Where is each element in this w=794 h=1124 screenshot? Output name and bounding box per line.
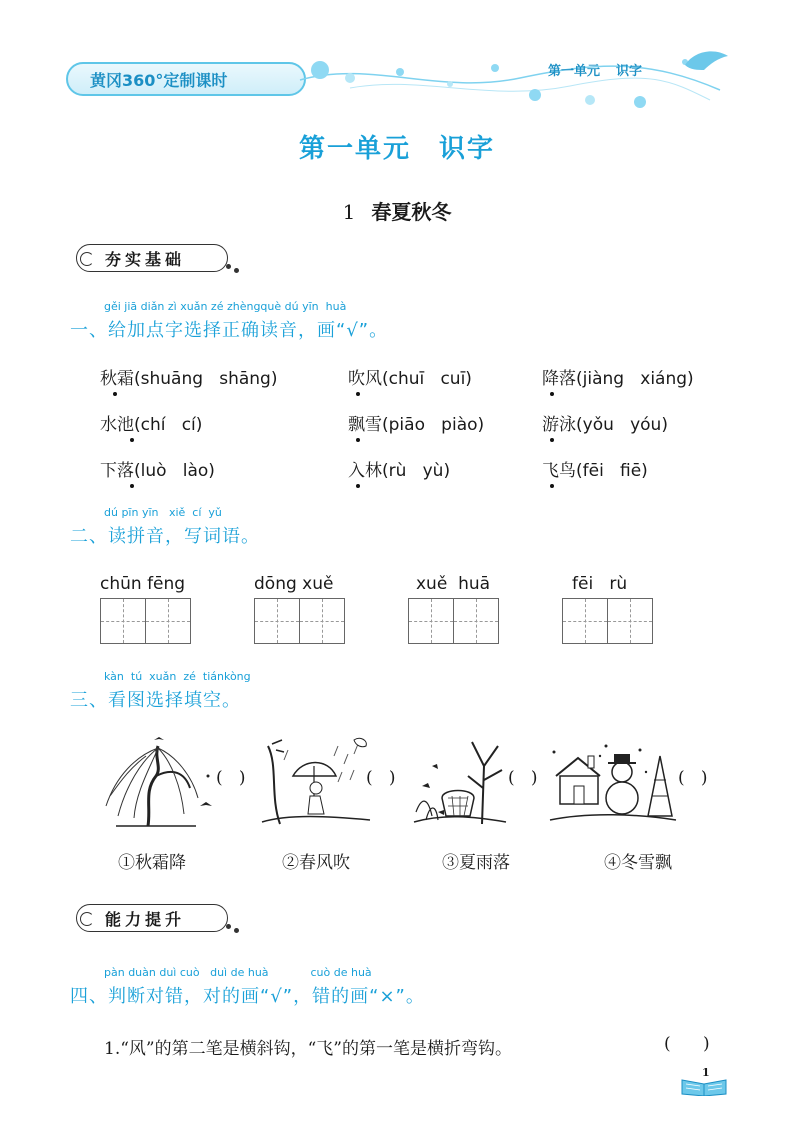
q1-item-options: (shuāng shāng) bbox=[134, 369, 278, 389]
q1-title: 一、给加点字选择正确读音，画“√”。 bbox=[70, 320, 389, 341]
section-badge-label: 能力提升 bbox=[76, 904, 228, 932]
badge-curl-icon bbox=[80, 912, 94, 926]
q2-word bbox=[100, 574, 190, 644]
writing-grid bbox=[100, 598, 190, 644]
writing-cell[interactable] bbox=[408, 598, 454, 644]
writing-cell[interactable] bbox=[145, 598, 191, 644]
q1-item-word: 游泳 bbox=[542, 415, 576, 435]
emphasis-dot bbox=[550, 484, 554, 488]
q2-word bbox=[408, 574, 498, 644]
willow-swallow-illustration bbox=[96, 736, 214, 828]
section-badge-ability bbox=[76, 904, 236, 934]
badge-dot-icon bbox=[226, 264, 231, 269]
q1-item-options: (fēi fiē) bbox=[576, 461, 648, 481]
lesson-title bbox=[0, 196, 794, 225]
q3-blank[interactable]: ( ) bbox=[678, 768, 708, 788]
badge-dot-icon bbox=[226, 924, 231, 929]
header-topic: 识字 bbox=[616, 64, 643, 79]
q1-item-word: 降落 bbox=[542, 369, 576, 389]
q1-item bbox=[100, 456, 215, 481]
q1-item bbox=[348, 364, 472, 389]
q1-item-word: 吹风 bbox=[348, 369, 382, 389]
q2-word bbox=[562, 574, 652, 644]
q2-pinyin: dú pīn yīn xiě cí yǔ bbox=[104, 506, 222, 519]
q1-item-word: 下落 bbox=[100, 461, 134, 481]
q1-item-word: 飞鸟 bbox=[542, 461, 576, 481]
snowman-house-illustration bbox=[548, 736, 678, 828]
q4-pinyin: pàn duàn duì cuò duì de huà cuò de huà bbox=[104, 966, 372, 979]
emphasis-dot bbox=[130, 438, 134, 442]
writing-cell[interactable] bbox=[607, 598, 653, 644]
q1-item bbox=[542, 410, 668, 435]
writing-grid bbox=[562, 598, 652, 644]
q1-item-options: (yǒu yóu) bbox=[576, 415, 668, 435]
q4-title: 四、判断对错，对的画“√”，错的画“×”。 bbox=[70, 986, 425, 1007]
q2-word bbox=[254, 574, 344, 644]
q1-item-options: (jiàng xiáng) bbox=[576, 369, 694, 389]
section-badge-basics bbox=[76, 244, 236, 274]
q3-option: ①秋霜降 bbox=[118, 853, 186, 873]
header-unit-name: 第一单元 bbox=[548, 64, 601, 79]
q2-word-pinyin: fēi rù bbox=[572, 574, 628, 594]
q1-item-word: 水池 bbox=[100, 415, 134, 435]
q3-option: ③夏雨落 bbox=[442, 853, 510, 873]
q1-item bbox=[542, 456, 648, 481]
q1-item bbox=[542, 364, 694, 389]
writing-grid bbox=[408, 598, 498, 644]
q2-word-pinyin: dōng xuě bbox=[254, 574, 334, 594]
q1-item bbox=[348, 410, 484, 435]
badge-dot-icon bbox=[234, 268, 239, 273]
q1-item-options: (chuī cuī) bbox=[382, 369, 472, 389]
writing-grid bbox=[254, 598, 344, 644]
emphasis-dot bbox=[356, 438, 360, 442]
q1-item-word: 入林 bbox=[348, 461, 382, 481]
q1-item-options: (piāo piào) bbox=[382, 415, 485, 435]
q1-item bbox=[100, 410, 202, 435]
lesson-name: 春夏秋冬 bbox=[371, 200, 452, 224]
writing-cell[interactable] bbox=[299, 598, 345, 644]
q3-blank[interactable]: ( ) bbox=[366, 768, 396, 788]
unit-title-unit: 第一单元 bbox=[298, 134, 411, 164]
writing-cell[interactable] bbox=[254, 598, 300, 644]
q3-blank[interactable]: ( ) bbox=[508, 768, 538, 788]
q1-pinyin: gěi jiā diǎn zì xuǎn zé zhèngquè dú yīn huà bbox=[104, 300, 347, 313]
section-badge-label: 夯实基础 bbox=[76, 244, 228, 272]
rain-umbrella-illustration bbox=[258, 736, 374, 828]
badge-dot-icon bbox=[234, 928, 239, 933]
writing-cell[interactable] bbox=[562, 598, 608, 644]
writing-cell[interactable] bbox=[100, 598, 146, 644]
q3-blank[interactable]: ( ) bbox=[216, 768, 246, 788]
q3-option: ②春风吹 bbox=[282, 853, 350, 873]
unit-title-topic: 识字 bbox=[439, 134, 496, 164]
q2-word-pinyin: chūn fēng bbox=[100, 574, 186, 594]
open-book-icon bbox=[680, 1074, 728, 1096]
q4-statement: 1.“风”的第二笔是横斜钩，“飞”的第一笔是横折弯钩。 bbox=[104, 1039, 512, 1059]
lesson-number: 1 bbox=[342, 200, 356, 224]
q3-pinyin: kàn tú xuǎn zé tiánkòng bbox=[104, 670, 251, 683]
q1-item-options: (chí cí) bbox=[134, 415, 203, 435]
badge-curl-icon bbox=[80, 252, 94, 266]
emphasis-dot bbox=[113, 392, 117, 396]
header-decoration bbox=[290, 40, 730, 110]
q1-item bbox=[348, 456, 450, 481]
autumn-harvest-illustration bbox=[412, 736, 508, 828]
emphasis-dot bbox=[550, 438, 554, 442]
q1-item bbox=[100, 364, 277, 389]
page-number: 1 bbox=[702, 1066, 710, 1079]
unit-title bbox=[0, 128, 794, 165]
q4-answer-blank[interactable]: ( ) bbox=[664, 1034, 710, 1054]
q3-option: ④冬雪飘 bbox=[604, 853, 672, 873]
emphasis-dot bbox=[550, 392, 554, 396]
q1-item-word: 秋霜 bbox=[100, 369, 134, 389]
emphasis-dot bbox=[356, 484, 360, 488]
header-brand: 黄冈360°定制课时 bbox=[66, 62, 306, 96]
q2-title: 二、读拼音，写词语。 bbox=[70, 526, 260, 547]
q1-item-word: 飘雪 bbox=[348, 415, 382, 435]
q2-word-pinyin: xuě huā bbox=[416, 574, 491, 594]
header-unit bbox=[548, 60, 658, 79]
emphasis-dot bbox=[130, 484, 134, 488]
emphasis-dot bbox=[356, 392, 360, 396]
q1-item-options: (rù yù) bbox=[382, 461, 451, 481]
q1-item-options: (luò lào) bbox=[134, 461, 215, 481]
writing-cell[interactable] bbox=[453, 598, 499, 644]
q3-title: 三、看图选择填空。 bbox=[70, 690, 241, 711]
